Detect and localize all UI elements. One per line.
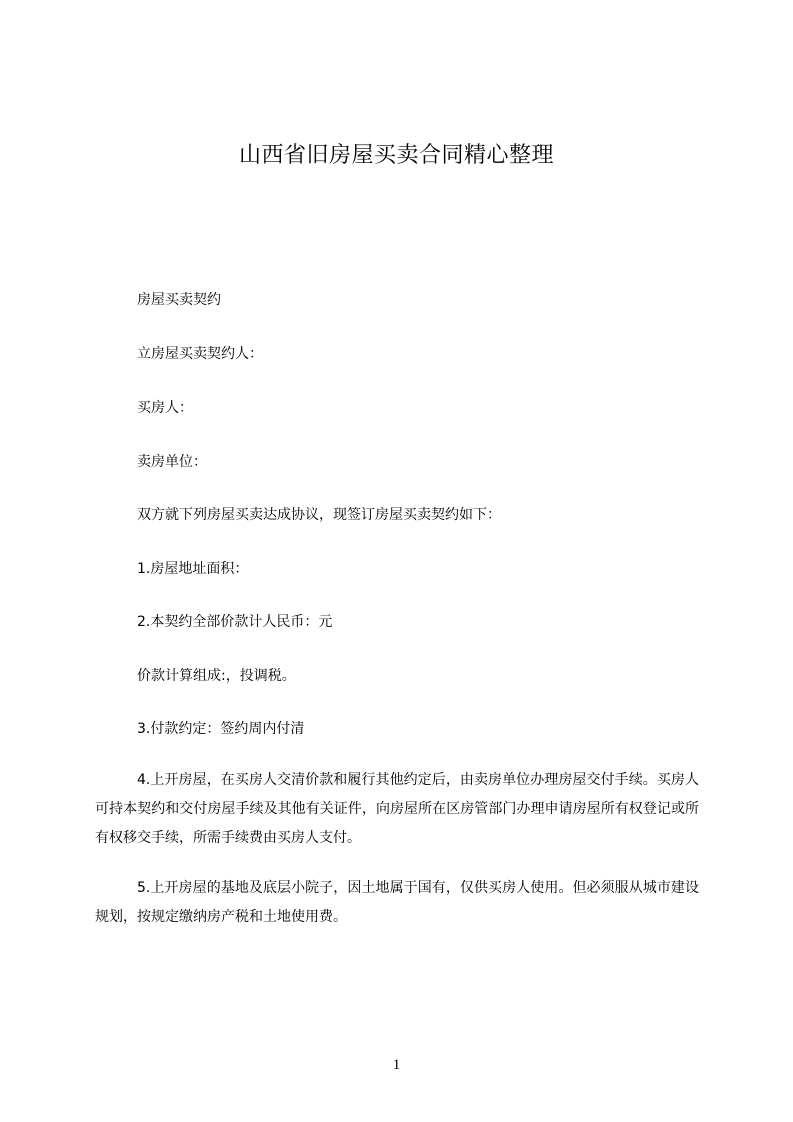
- seller-line: 卖房单位：: [137, 454, 207, 470]
- clause-4-paragraph: 4.上开房屋，在买房人交清价款和履行其他约定后，由卖房单位办理房屋交付手续。买房人可持本契约和交付房屋手续及其他有关证件，向房屋所在区房管部门办理申请房屋所有权登记或所有权移交手续，所需手续费由买房人支付。: [95, 772, 699, 846]
- agreement-intro-line: 双方就下列房屋买卖达成协议，现签订房屋买卖契约如下：: [137, 507, 501, 523]
- document-title: 山西省旧房屋买卖合同精心整理: [238, 143, 554, 168]
- clause-1-line: 1.房屋地址面积：: [137, 561, 249, 577]
- page-number: 1: [392, 1057, 401, 1073]
- buyer-line: 买房人：: [137, 400, 193, 416]
- contract-parties-line: 立房屋买卖契约人：: [137, 346, 263, 362]
- clause-5-paragraph: 5.上开房屋的基地及底层小院子，因土地属于国有，仅供买房人使用。但必须服从城市建设规划，按规定缴纳房产税和土地使用费。: [95, 880, 699, 925]
- price-composition-line: 价款计算组成:，投调税。: [137, 668, 296, 684]
- clause-3-line: 3.付款约定：签约周内付清: [137, 721, 305, 737]
- contract-heading: 房屋买卖契约: [137, 292, 221, 308]
- clause-2-line: 2.本契约全部价款计人民币：元: [137, 614, 333, 630]
